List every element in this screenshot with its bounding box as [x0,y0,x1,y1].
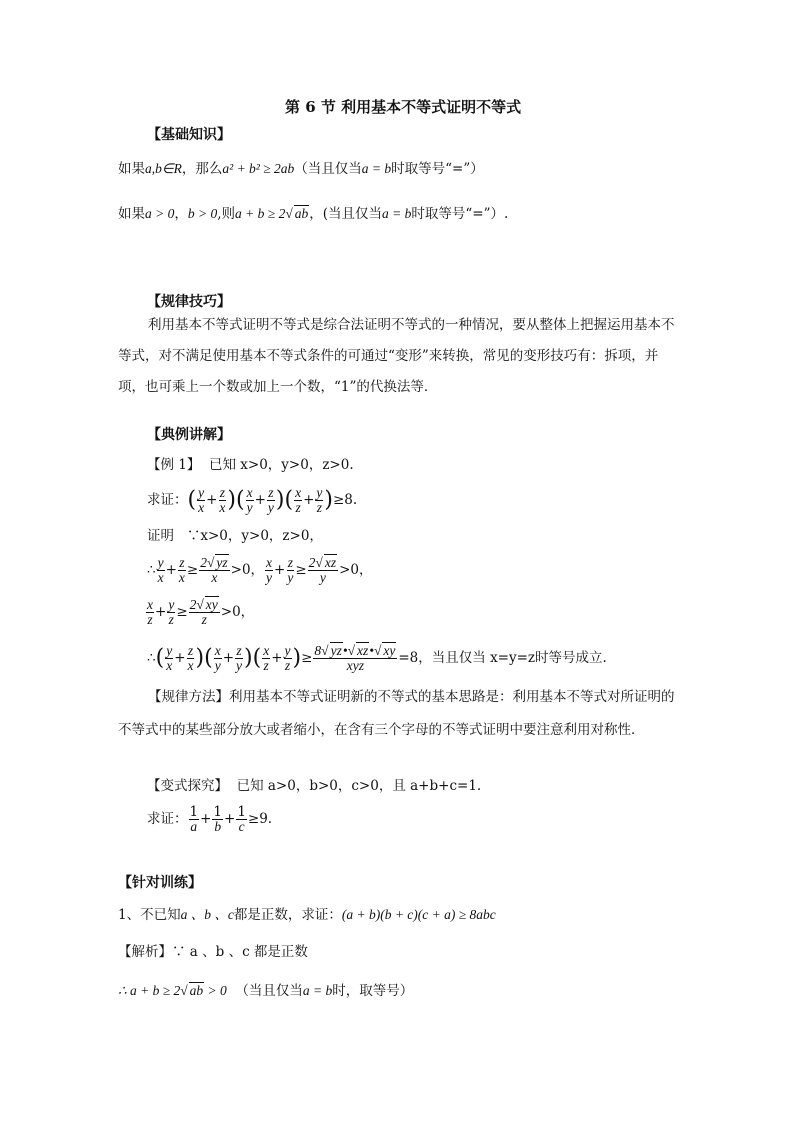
variant-given: 已知 a>0，b>0，c>0，且 a+b+c=1. [236,778,482,794]
example-1-condition: 已知 x>0，y>0，z>0. [208,457,354,473]
rad-xz-1: xz [324,555,337,570]
sol2-note-a: （当且仅当 [235,983,303,999]
question-1 [118,908,496,923]
variant-label: 【变式探究】 [147,778,228,794]
final-den: xyz [346,658,365,674]
variant-rhs: ≥9. [247,811,273,828]
skills-heading: 【规律技巧】 [147,294,231,310]
rad-xz-2: xz [356,643,369,658]
sol2-radicand: ab [189,983,204,998]
example-1-given [147,459,354,473]
line1-note-b: 时取等号“=”） [391,161,484,177]
ge-3: ≥ [176,604,188,621]
sol2-eq: a = b [302,983,333,998]
line2-ineq: a + b ≥ 2 [235,206,286,221]
line1-mid: ，那么 [181,161,223,177]
line2-radicand: ab [294,206,309,221]
ge-1: ≥ [186,562,199,579]
variant-given-line [147,780,481,794]
proof-start [147,530,323,544]
line2-c2: b > 0 [187,206,218,221]
dot-1: • [342,643,348,658]
sol2-lead: ∴ a + b ≥ 2 [118,983,181,998]
line1-eq: a = b [361,161,392,176]
variant-prove-label: 求证： [147,811,188,828]
skills-text: 利用基本不等式证明不等式是综合法证明不等式的一种情况，要从整体上把握运用基本不等式，对不满足使用基本不等式条件的可通过“变形”来转换，常见的变形技巧有：拆项，并项，也可乘上一个数或加上一个数，“1”的代换法等． [118,317,675,395]
ge-4: ≥ [301,650,313,667]
solution-label: 【解析】 [118,944,172,960]
basics-line-1 [118,162,484,177]
page-title: 第 6 节 利用基本不等式证明不等式 [285,98,522,116]
prove-label: 求证： [147,492,188,509]
q1-num: 1、 [118,907,141,923]
line2-note-a: ，(当且仅当 [309,206,383,222]
therefore-2: ∴ [147,650,156,667]
sol2-tail: > 0 [204,983,227,998]
gt0-2: >0， [339,562,373,579]
q1-vars: a 、b 、c [180,907,234,922]
line1-cond: a,b∈R [145,161,182,176]
ge-2: ≥ [295,562,307,579]
method-label: 【规律方法】 [148,689,229,705]
method-paragraph [118,681,684,747]
proof-label: 证明 [147,528,174,544]
proof-step-1: ∴ $\frac{y}{x}$ + $\frac{z}{x}$ ≥ $\frac{2√ yz}{x}$ >0， $\frac{x}{y}$ + $\frac{z}{y}$ ≥ $\frac{2√ xz}{y}$ >0， [147,555,373,586]
rad-yz-1: yz [216,555,228,570]
variant-prove-line: 求证： $\frac{1}{a}$ + $\frac{1}{b}$ + $\frac{1}{c}$ ≥9. [147,804,273,835]
sol2-note-b: 时，取等号） [332,983,414,999]
dot-2: • [369,643,374,658]
q1-ineq: (a + b)(b + c)(c + a) ≥ 8abc [341,907,496,922]
line2-lead: 如果 [118,206,145,222]
gt0-3: >0， [220,604,255,621]
line2-eq: a = b [382,206,412,221]
rad-xy-2: xy [383,643,396,658]
prove-rhs: ≥8. [333,492,358,509]
prove-line: 求证：( $\frac{y}{x}$ + $\frac{z}{x}$ )( $\frac{x}{y}$ + $\frac{z}{y}$ )( $\frac{x}{z}$ + $\frac{y}{z}$ )≥8. [147,485,358,516]
training-heading: 【针对训练】 [118,875,202,891]
line2-c1: a > 0 [145,206,175,221]
solution-text: ∵ a 、b 、c 都是正数 [172,944,308,960]
example-1-label: 【例 1】 [147,457,201,473]
therefore-1: ∴ [147,562,156,579]
q1-lead: 不已知 [140,907,181,923]
line1-note-a: （当且仅当 [294,161,362,177]
line2-sep: ， [174,206,188,222]
example-heading: 【典例讲解】 [147,427,231,443]
proof-given: ∵x>0，y>0，z>0， [186,528,323,544]
final-num-lead: 8 [314,643,322,658]
final-tail: =8，当且仅当 x=y=z时等号成立. [398,650,607,667]
rad-xy-1: xy [205,597,218,612]
basics-line-2: 如果a > 0，b > 0,则a + b ≥ 2√ ab，(当且仅当a = b时取等号“=”）. [118,206,509,222]
line1-lead: 如果 [118,161,145,177]
proof-final: ∴( $\frac{y}{x}$ + $\frac{z}{x}$ )( $\frac{x}{y}$ + $\frac{z}{y}$ )( $\frac{x}{z}$ + $\frac{y}{z}$ )≥ $\frac{8√ yz•√ xz•√ xy}{\text{xyz}}$ =8，当且仅当 x=y=z时等号成立. [147,643,607,674]
rad-yz-2: yz [330,643,342,658]
line1-ineq: a² + b² ≥ 2ab [222,161,295,176]
solution-line-2: ∴ a + b ≥ 2√ ab > 0 （当且仅当a = b时，取等号） [118,983,414,999]
line2-then: ,则 [217,206,236,222]
method-text: 利用基本不等式证明新的不等式的基本思路是：利用基本不等式对所证明的不等式中的某些部分放大或者缩小，在含有三个字母的不等式证明中要注意利用对称性． [118,689,675,738]
proof-step-2: $\frac{x}{z}$ + $\frac{y}{z}$ ≥ $\frac{2√ xy}{z}$ >0， [147,597,255,628]
gt0-1: >0， [230,562,265,579]
solution-line-1 [118,946,308,960]
q1-mid: 都是正数，求证： [233,907,342,923]
line2-note-b: 时取等号“=”）. [411,206,509,222]
basics-heading: 【基础知识】 [147,127,231,143]
